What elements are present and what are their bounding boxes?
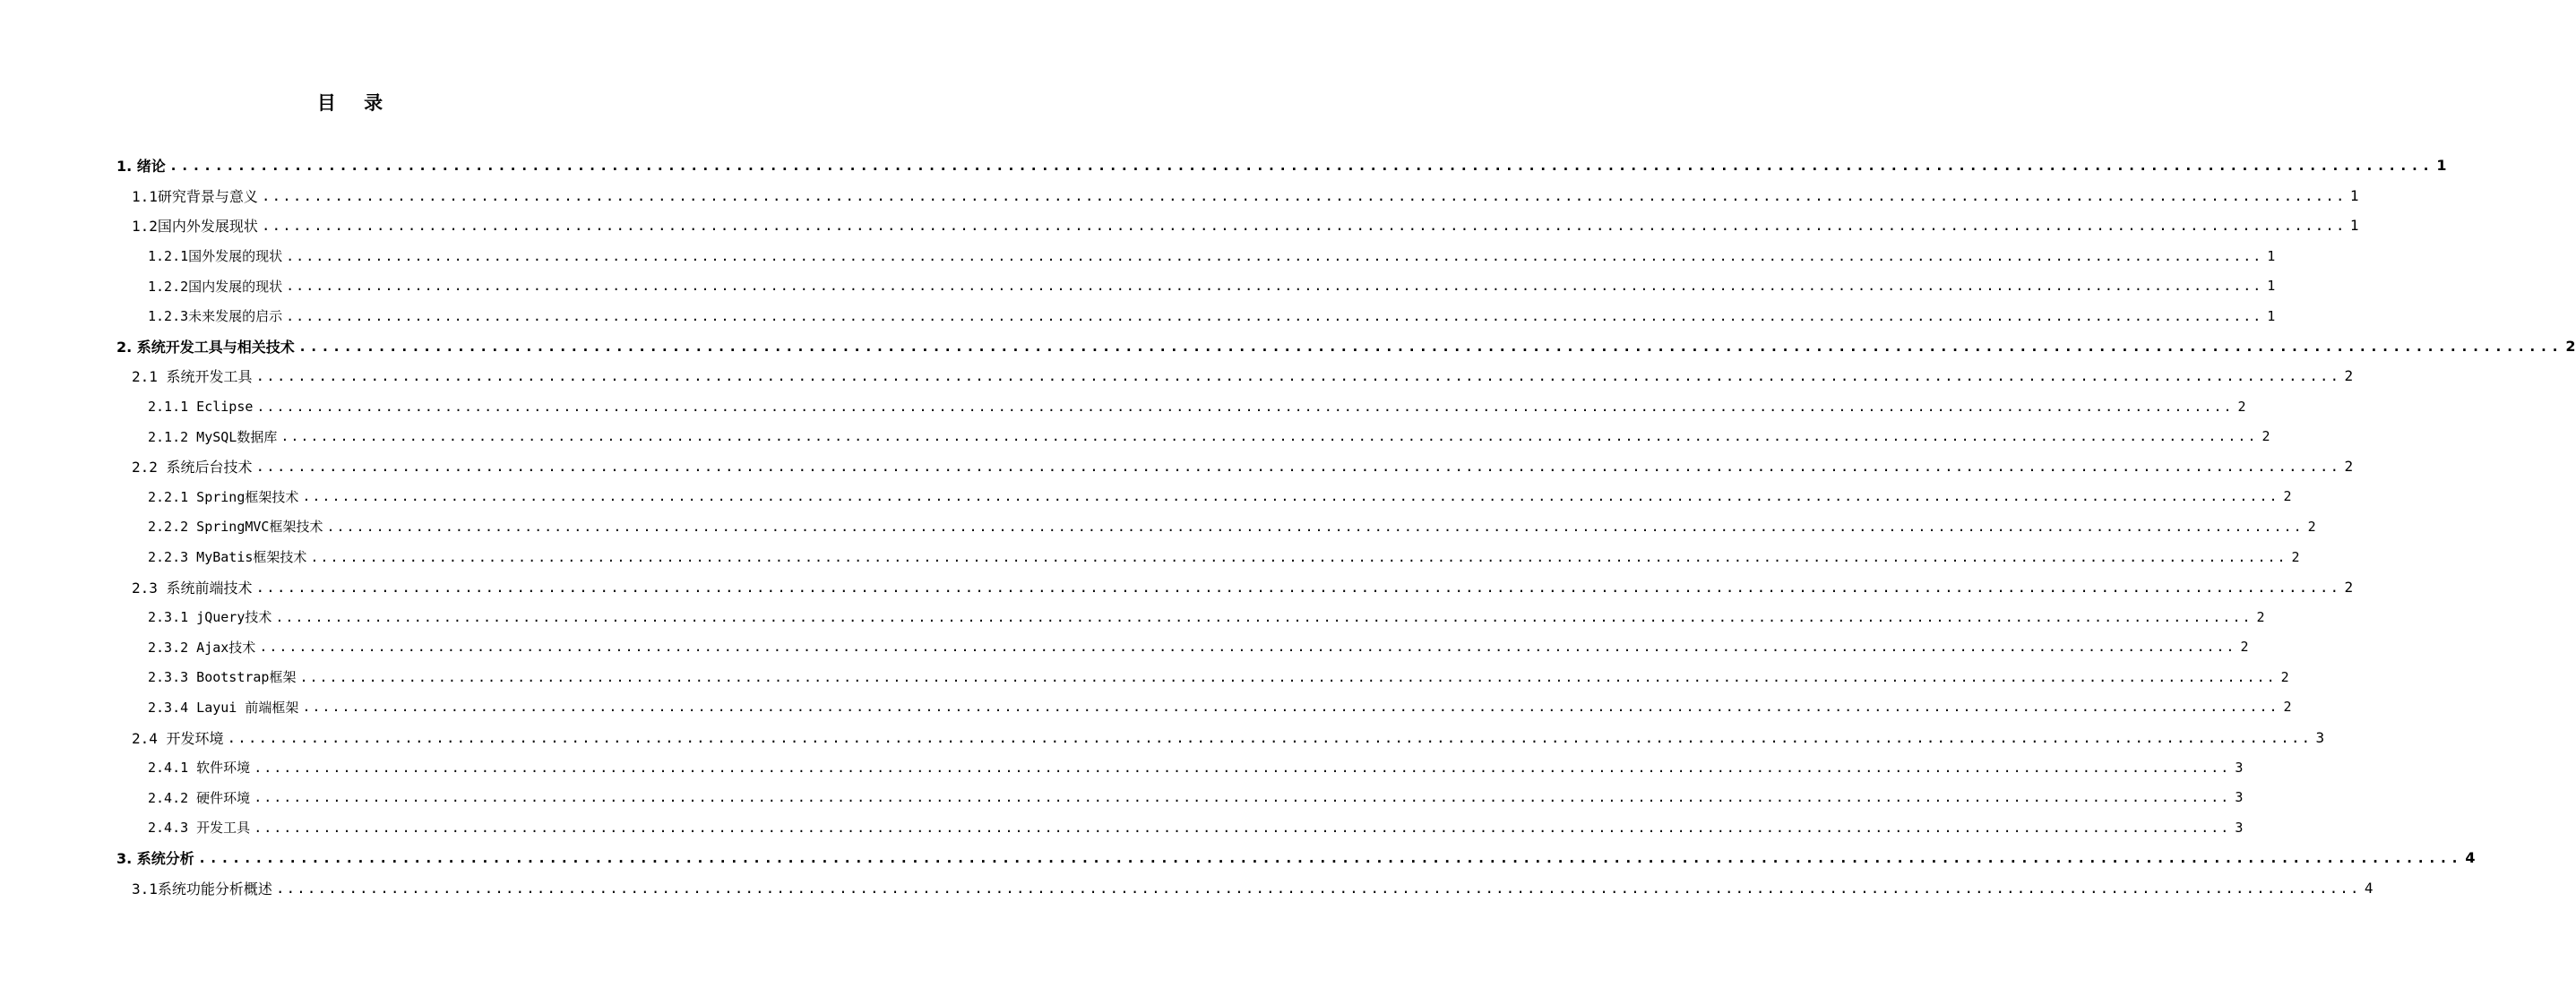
- toc-dot-leader: ........................................................................................................................................................................................................: [280, 428, 2258, 445]
- toc-entry[interactable]: [0, 271, 2276, 301]
- toc-dot-leader: ........................................................................................................................................................................................................: [310, 548, 2287, 565]
- toc-entry[interactable]: [0, 752, 2244, 783]
- toc-dot-leader: ........................................................................................................................................................................................................: [326, 518, 2304, 535]
- toc-entry-label: 2.4.1 软件环境: [148, 760, 251, 777]
- page-title: 目 录: [316, 92, 394, 114]
- toc-entry-label: 2.1 系统开发工具: [132, 368, 253, 386]
- toc-entry-label: 2.3 系统前端技术: [132, 579, 253, 597]
- toc-entry[interactable]: [0, 722, 2325, 752]
- toc-page-number: 2: [2280, 668, 2289, 685]
- toc-entry-label: 1.2.1国外发展的现状: [148, 248, 283, 265]
- toc-page-number: 2: [2344, 578, 2354, 596]
- toc-entry-label: 2.2.1 Spring框架技术: [148, 488, 299, 505]
- toc-page-number: 1: [2267, 278, 2276, 295]
- toc-entry-label: 2. 系统开发工具与相关技术: [116, 338, 295, 356]
- toc-entry[interactable]: [0, 812, 2244, 843]
- toc-entry[interactable]: [0, 421, 2270, 451]
- toc-page-number: 1: [2349, 217, 2359, 235]
- toc-page-number: 2: [2307, 518, 2316, 535]
- toc-dot-leader: ........................................................................................................................................................................................................: [254, 759, 2231, 776]
- toc-page-number: 3: [2235, 819, 2244, 836]
- toc-entry-label: 2.3.3 Bootstrap框架: [148, 669, 297, 686]
- toc-entry-label: 2.1.2 MySQL数据库: [148, 428, 278, 445]
- toc-page-number: 1: [2349, 186, 2359, 204]
- toc-dot-leader: ........................................................................................................................................................................................................: [255, 367, 2341, 385]
- toc-dot-leader: ........................................................................................................................................................................................................: [254, 789, 2231, 806]
- toc-page-number: 2: [2291, 548, 2300, 565]
- toc-entry[interactable]: [0, 542, 2300, 572]
- toc-page-number: 3: [2315, 728, 2325, 746]
- toc-page-number: 2: [2262, 428, 2270, 445]
- toc-entry-label: 3.1系统功能分析概述: [132, 880, 272, 898]
- toc-page-number: 3: [2235, 789, 2244, 806]
- toc-entry-label: 2.2 系统后台技术: [132, 459, 253, 477]
- toc-entry[interactable]: [0, 241, 2276, 271]
- toc-dot-leader: ........................................................................................................................................................................................................: [261, 217, 2347, 235]
- toc-entry[interactable]: [0, 782, 2244, 812]
- toc-entry-label: 1.2.2国内发展的现状: [148, 278, 283, 295]
- toc-dot-leader: ........................................................................................................................................................................................................: [302, 488, 2279, 505]
- toc-entry[interactable]: [0, 632, 2249, 663]
- toc-entry-label: 2.4 开发环境: [132, 729, 224, 747]
- toc-entry[interactable]: [0, 210, 2359, 241]
- toc-entry-label: 2.3.4 Layui 前端框架: [148, 699, 299, 716]
- toc-entry[interactable]: [0, 602, 2265, 632]
- toc-entry-label: 1.1研究背景与意义: [132, 187, 258, 205]
- toc-page-number: 1: [2267, 307, 2276, 324]
- toc-entry[interactable]: [0, 511, 2316, 542]
- toc-page-number: 2: [2283, 488, 2292, 505]
- toc-dot-leader: ........................................................................................................................................................................................................: [286, 247, 2263, 264]
- toc-page-number: 2: [2344, 367, 2354, 385]
- toc-entry-label: 1.2.3未来发展的启示: [148, 308, 283, 325]
- toc-entry[interactable]: [0, 391, 2246, 422]
- toc-dot-leader: ........................................................................................................................................................................................................: [297, 337, 2563, 355]
- toc-page-number: 2: [2240, 639, 2249, 656]
- toc-entry[interactable]: [0, 662, 2289, 692]
- toc-entry[interactable]: [0, 181, 2359, 211]
- toc-entry-label: 3. 系统分析: [116, 849, 194, 867]
- toc-entry[interactable]: [0, 571, 2354, 602]
- toc-entry[interactable]: [0, 692, 2292, 723]
- toc-entry-label: 1.2国内外发展现状: [132, 218, 258, 236]
- toc-entry-label: 2.1.1 Eclipse: [148, 398, 254, 415]
- toc-dot-leader: ........................................................................................................................................................................................................: [261, 186, 2347, 204]
- toc-entry[interactable]: [0, 150, 2447, 181]
- toc-dot-leader: ........................................................................................................................................................................................................: [255, 458, 2341, 476]
- toc-dot-leader: ........................................................................................................................................................................................................: [259, 639, 2236, 656]
- toc-entry-label: 1. 绪论: [116, 158, 166, 176]
- toc-entry-label: 2.2.2 SpringMVC框架技术: [148, 519, 323, 536]
- toc-entry[interactable]: [0, 843, 2476, 873]
- toc-dot-leader: ........................................................................................................................................................................................................: [299, 668, 2277, 685]
- toc-entry[interactable]: [0, 482, 2292, 512]
- toc-page-number: 4: [2364, 879, 2374, 897]
- toc-entry[interactable]: [0, 361, 2354, 391]
- toc-dot-leader: ........................................................................................................................................................................................................: [168, 157, 2434, 175]
- toc-dot-leader: ........................................................................................................................................................................................................: [275, 608, 2253, 625]
- toc-page-number: 2: [2565, 337, 2576, 355]
- toc-entry[interactable]: [0, 451, 2354, 482]
- toc-dot-leader: ........................................................................................................................................................................................................: [286, 278, 2263, 295]
- toc-page-number: 1: [2267, 247, 2276, 264]
- toc-page-number: 2: [2256, 608, 2265, 625]
- toc-dot-leader: ........................................................................................................................................................................................................: [254, 819, 2231, 836]
- toc-dot-leader: ........................................................................................................................................................................................................: [197, 848, 2462, 866]
- toc-page-number: 2: [2283, 699, 2292, 716]
- toc-page-number: 4: [2465, 848, 2476, 866]
- toc-dot-leader: ........................................................................................................................................................................................................: [256, 398, 2234, 415]
- toc-dot-leader: ........................................................................................................................................................................................................: [255, 578, 2341, 596]
- toc-dot-leader: ........................................................................................................................................................................................................: [286, 307, 2263, 324]
- toc-entry[interactable]: [0, 872, 2374, 903]
- toc-dot-leader: ........................................................................................................................................................................................................: [275, 879, 2361, 897]
- toc-entry-label: 2.3.2 Ajax技术: [148, 639, 256, 656]
- table-of-contents: [0, 150, 2576, 903]
- toc-entry-label: 2.4.2 硬件环境: [148, 789, 251, 806]
- toc-entry-label: 2.3.1 jQuery技术: [148, 609, 272, 626]
- toc-page-number: 2: [2237, 398, 2246, 415]
- toc-entry-label: 2.2.3 MyBatis框架技术: [148, 549, 307, 566]
- toc-entry[interactable]: [0, 301, 2276, 331]
- toc-page-number: 3: [2235, 759, 2244, 776]
- toc-entry-label: 2.4.3 开发工具: [148, 820, 251, 837]
- toc-entry[interactable]: [0, 331, 2576, 362]
- toc-page-number: 2: [2344, 458, 2354, 476]
- toc-page-number: 1: [2436, 157, 2447, 175]
- toc-dot-leader: ........................................................................................................................................................................................................: [227, 728, 2313, 746]
- toc-dot-leader: ........................................................................................................................................................................................................: [302, 699, 2279, 716]
